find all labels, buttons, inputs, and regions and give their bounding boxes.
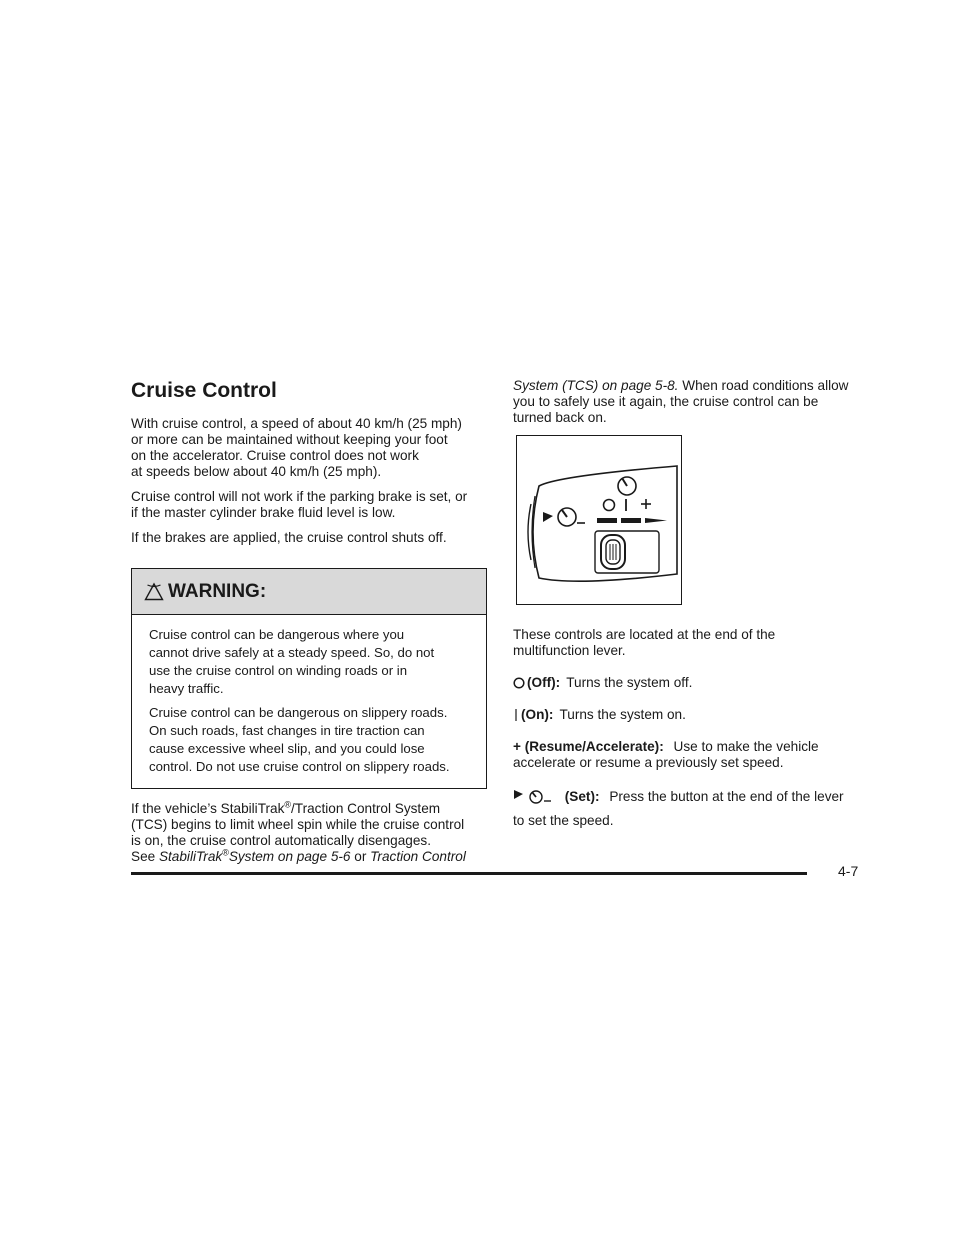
- stabilitrak-link[interactable]: StabiliTrak®System on page 5-6: [158, 847, 351, 864]
- off-circle-icon: [513, 676, 525, 690]
- warning-header: [132, 569, 486, 615]
- tcs-page-link[interactable]: System (TCS) on page 5-8.: [513, 378, 679, 393]
- parking-brake-paragraph: Cruise control will not work if the parking brake is set, or if the master cylinder brake fluid level is low.: [131, 489, 468, 520]
- cruise-control-figure: [516, 435, 682, 605]
- resume-control: + (Resume/Accelerate): Use to make the vehicle accelerate or resume a previously set speed.: [513, 739, 819, 770]
- warning-box: [131, 568, 487, 789]
- set-control: (Set): Press the button at the end of the lever to set the speed.: [513, 789, 844, 828]
- warning-triangle-icon: [144, 582, 164, 602]
- footer-rule: [131, 872, 807, 875]
- on-bar-icon: [513, 708, 519, 722]
- on-control: (On): Turns the system on.: [513, 707, 873, 723]
- section-heading: Cruise Control: [131, 379, 277, 402]
- off-control: (Off): Turns the system off.: [513, 675, 873, 691]
- traction-control-link[interactable]: Traction Control: [370, 849, 466, 864]
- page-number: 4-7: [838, 863, 859, 879]
- warning-paragraph-2: Cruise control can be dangerous on slippery roads. On such roads, fast changes in tire traction can cause excessive wheel slip, and you could lose control. Do not use cruise control on slippery roads.: [149, 705, 450, 774]
- cruise-control-lever-illustration: [517, 436, 680, 603]
- left-column: [131, 378, 489, 874]
- continued-paragraph: System (TCS) on page 5-8. When road conditions allow you to safely use it again, the cruise control can be turned back on.: [513, 378, 849, 425]
- tcs-paragraph: If the vehicle’s StabiliTrak®/Traction Control System (TCS) begins to limit wheel spin while the cruise control is on, the cruise control automatically disengages. See StabiliTrak®System on page 5-6 or Traction Control: [131, 799, 466, 864]
- location-paragraph: These controls are located at the end of the multifunction lever.: [513, 627, 776, 658]
- brakes-paragraph: If the brakes are applied, the cruise control shuts off.: [131, 530, 447, 545]
- warning-body: [132, 615, 486, 788]
- warning-title: WARNING:: [168, 580, 267, 602]
- intro-paragraph: With cruise control, a speed of about 40 km/h (25 mph) or more can be maintained without keeping your foot on the accelerator. Cruise control does not work at speeds below about 40 km/h (25 mph).: [131, 416, 462, 479]
- set-speedometer-icon: [513, 788, 559, 806]
- right-column: [513, 378, 873, 842]
- warning-paragraph-1: Cruise control can be dangerous where you cannot drive safely at a steady speed. So, do not use the cruise control on winding roads or in heavy traffic.: [149, 627, 435, 696]
